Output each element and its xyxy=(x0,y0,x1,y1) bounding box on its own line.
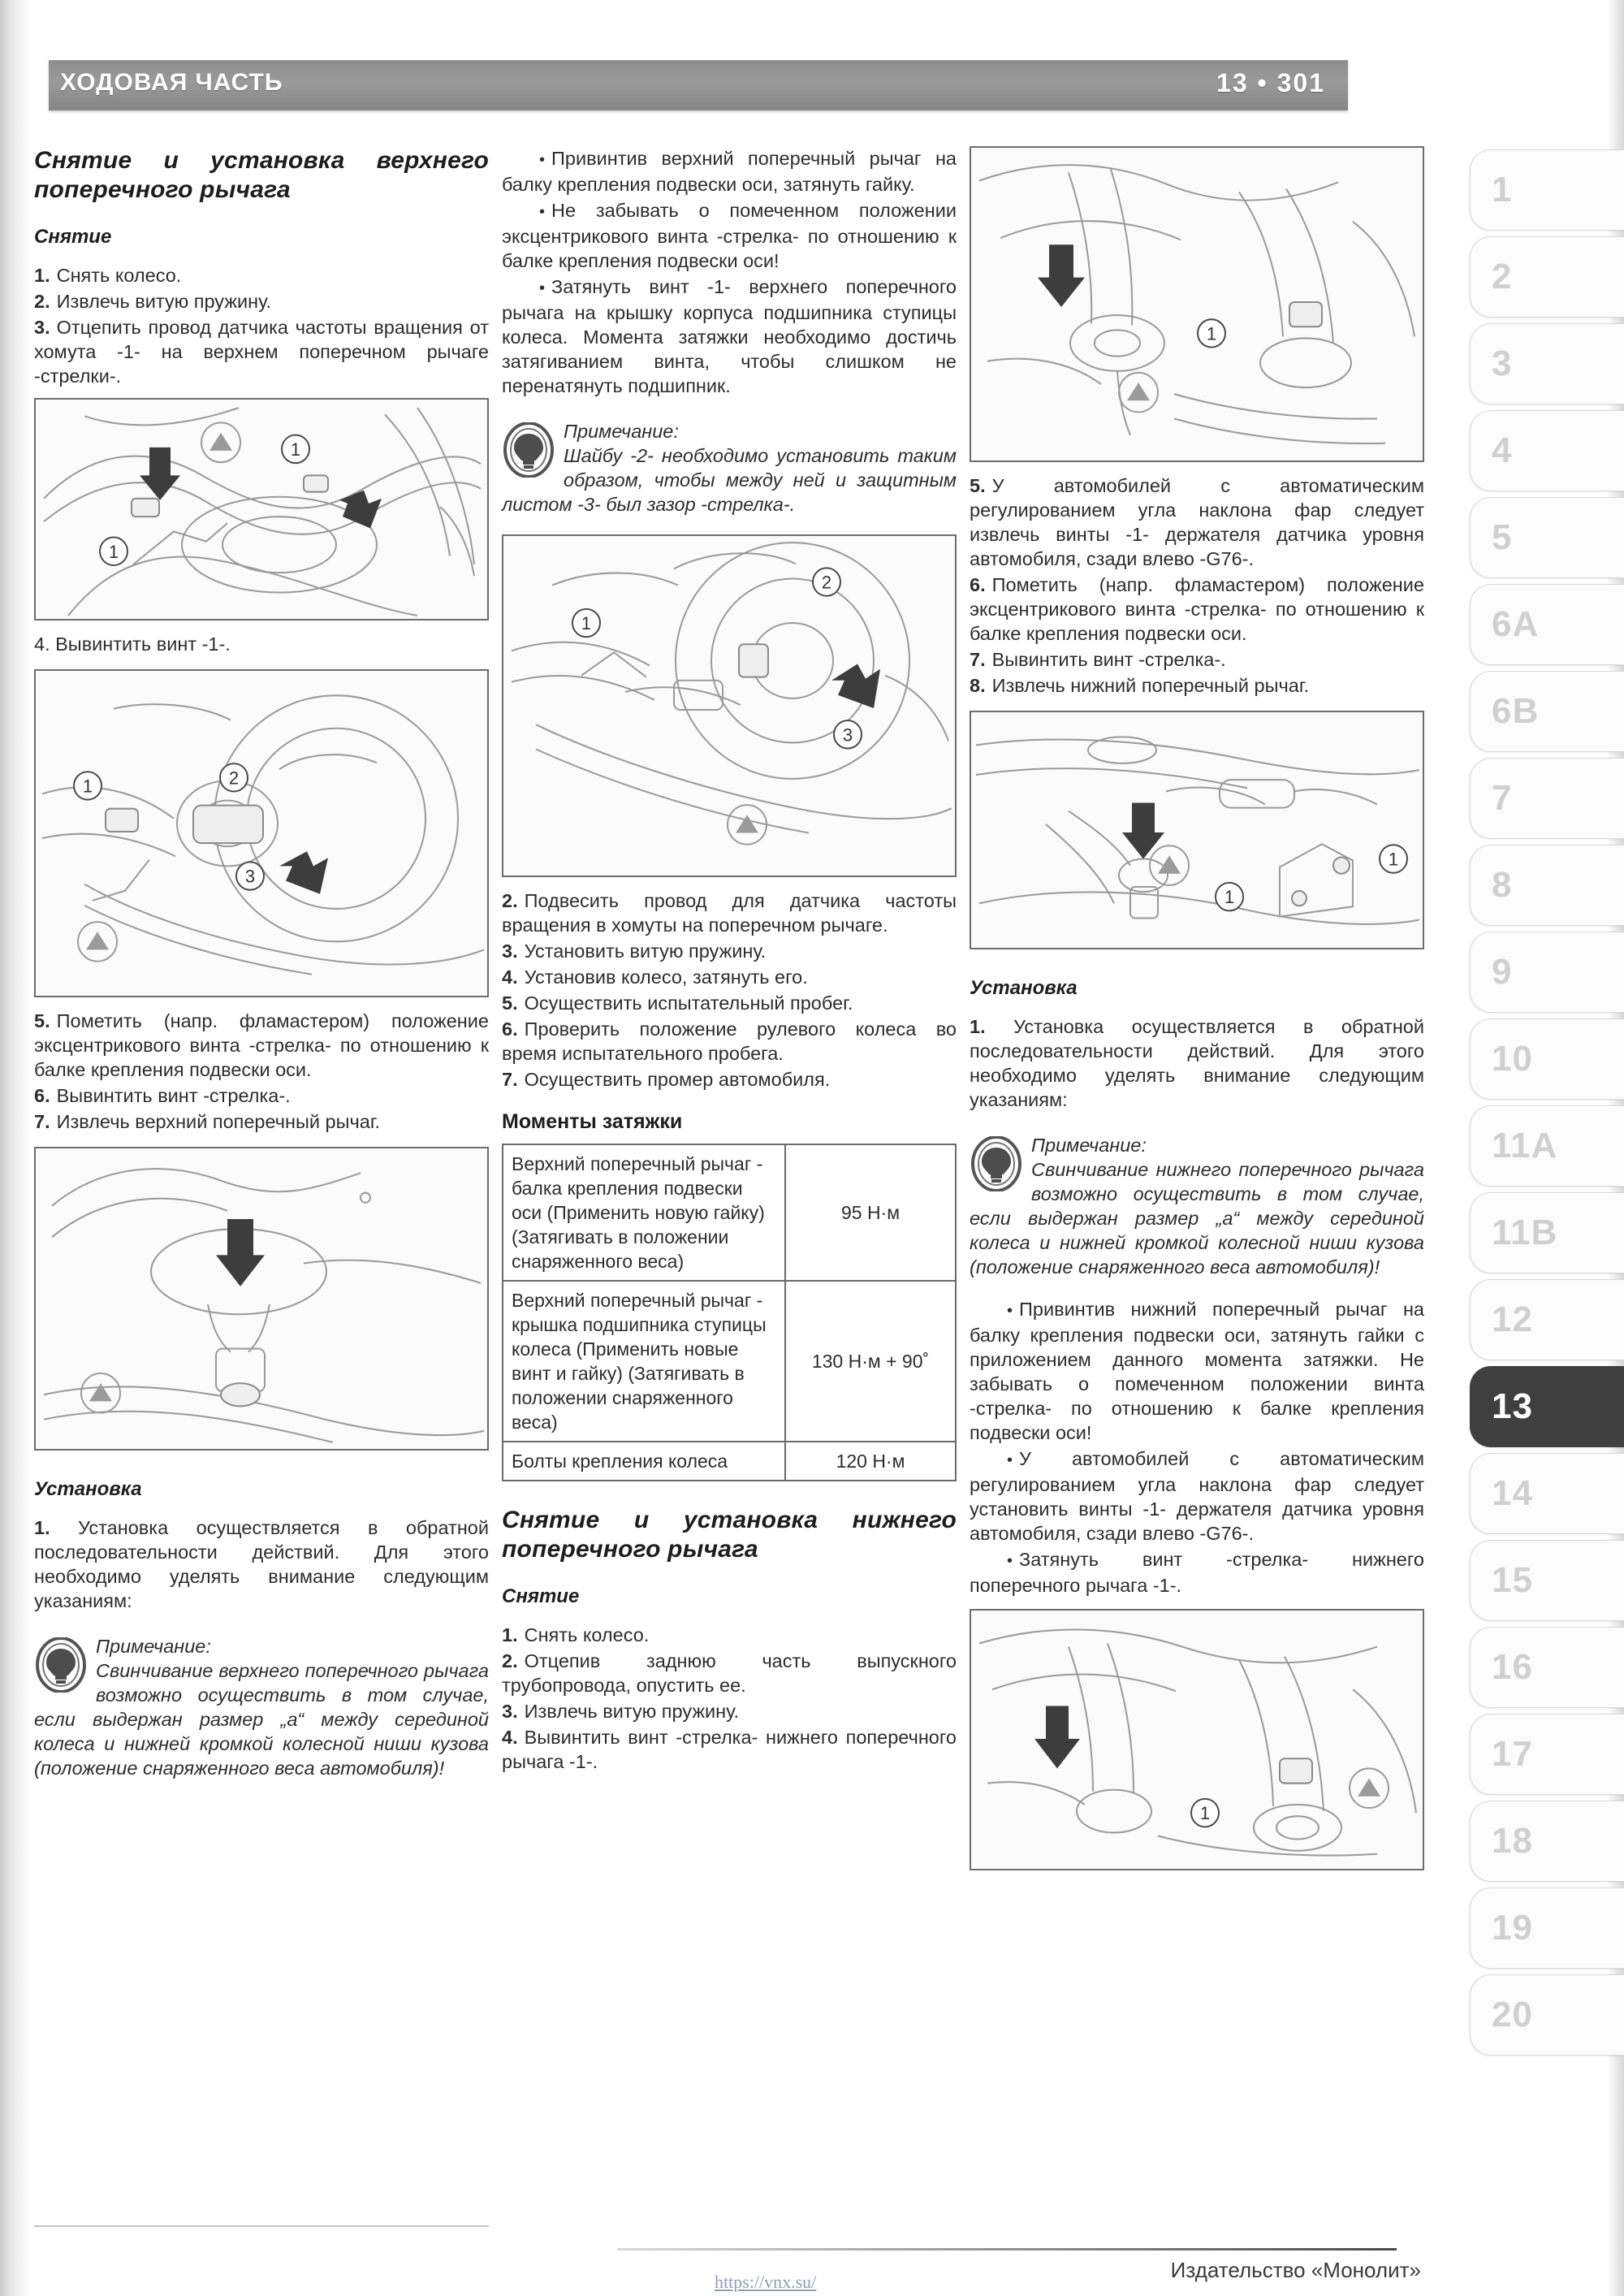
chapter-tab-2[interactable] xyxy=(1470,236,1624,318)
list-item xyxy=(502,991,957,1015)
chapter-tab-18[interactable] xyxy=(1470,1801,1624,1882)
page-header-band xyxy=(49,60,1348,110)
list-item: • Привинтив нижний поперечный рычаг на балку крепления подвески оси, затянуть гайки с приложением данного момента затяжки. Не забывать о помеченном положении винта -стрелка- по отношению к балке крепления подвески оси! xyxy=(970,1297,1424,1445)
step-number: 3. xyxy=(502,1701,518,1722)
chapter-tab-6a[interactable] xyxy=(1470,584,1624,665)
list-item xyxy=(502,939,957,963)
step-text: Извлечь витую пружину. xyxy=(524,1701,740,1722)
steps-removal-lower xyxy=(502,1623,957,1774)
chapter-title: ХОДОВАЯ ЧАСТЬ xyxy=(60,69,283,96)
table-cell-name: Верхний поперечный рычаг - крышка подшипника ступицы колеса (Применить новые винт и гайку) (Затягивать в положении снаряженного веса) xyxy=(503,1281,785,1442)
list-item: • Затянуть винт -стрелка- нижнего поперечного рычага -1-. xyxy=(970,1547,1424,1598)
step-number: 6. xyxy=(34,1085,50,1106)
chapter-tab-label: 7 xyxy=(1492,778,1513,818)
watermark-url: https://vnx.su/ xyxy=(715,2272,817,2292)
step-text: Отцепив заднюю часть выпускного трубопровода, опустить ее. xyxy=(502,1650,957,1696)
step-number: 1. xyxy=(34,1517,50,1538)
step-number: 2. xyxy=(502,1650,518,1671)
step-text: Установка осуществляется в обратной последовательности действий. Для этого необходимо уделять внимание следующим указаниям: xyxy=(970,1016,1424,1110)
chapter-tab-label: 10 xyxy=(1492,1039,1533,1079)
list-item xyxy=(34,315,489,388)
chapter-tab-label: 13 xyxy=(1492,1386,1533,1426)
list-item xyxy=(502,1067,957,1092)
step-text: Снять колесо. xyxy=(56,265,182,286)
chapter-tab-label: 5 xyxy=(1492,517,1513,557)
step-text: Вывинтить винт -стрелка-. xyxy=(991,649,1226,670)
step-number: 7. xyxy=(34,1111,50,1132)
chapter-tab-label: 17 xyxy=(1492,1734,1533,1774)
step-text: Пометить (напр. фламастером) положение эксцентрикового винта -стрелка- по отношению к балке крепления подвески оси. xyxy=(970,574,1424,644)
svg-text:3: 3 xyxy=(842,724,853,746)
lightbulb-icon xyxy=(971,1136,1021,1191)
lightbulb-icon-svg xyxy=(503,422,554,478)
column-2 xyxy=(502,146,957,1775)
list-item xyxy=(34,289,489,313)
list-item xyxy=(502,1649,957,1697)
lightbulb-icon-svg xyxy=(971,1136,1021,1191)
step-text: Подвесить провод для датчика частоты вращения в хомуты на поперечном рычаге. xyxy=(502,890,957,936)
note-upper-arm xyxy=(34,1634,489,1780)
svg-text:1: 1 xyxy=(82,776,93,797)
figure-artwork xyxy=(36,671,487,996)
step-number: 1. xyxy=(970,1016,986,1037)
chapter-tab-17[interactable] xyxy=(1470,1714,1624,1795)
footer-rule xyxy=(617,2248,1397,2251)
list-item xyxy=(34,1109,489,1134)
table-cell-name: Верхний поперечный рычаг - балка крепления подвески оси (Применить новую гайку) (Затягивать в положении снаряженного веса) xyxy=(503,1144,785,1281)
chapter-tab-7[interactable] xyxy=(1470,758,1624,839)
chapter-tab-12[interactable] xyxy=(1470,1279,1624,1360)
svg-text:1: 1 xyxy=(581,613,592,634)
step-text: Снять колесо. xyxy=(524,1624,650,1645)
bullets-install-upper xyxy=(502,146,957,398)
figure-artwork xyxy=(36,400,487,619)
figure-caption-step4: 4. Вывинтить винт -1-. xyxy=(34,633,231,655)
chapter-tab-strip xyxy=(1470,149,1624,2061)
column-3 xyxy=(970,146,1424,1882)
step-text: У автомобилей с автоматическим регулированием угла наклона фар следует извлечь винты -1- держателя датчика уровня автомобиля, сзади влево -G76-. xyxy=(970,475,1424,569)
chapter-tab-label: 18 xyxy=(1492,1821,1533,1861)
chapter-tab-label: 3 xyxy=(1492,344,1513,383)
svg-text:1: 1 xyxy=(290,439,301,460)
chapter-tab-label: 15 xyxy=(1492,1560,1533,1600)
publisher-label: Издательство «Монолит» xyxy=(1170,2258,1421,2282)
lightbulb-icon xyxy=(36,1637,86,1693)
chapter-tab-label: 8 xyxy=(1492,865,1513,905)
list-item xyxy=(502,1017,957,1066)
list-item xyxy=(970,573,1424,646)
table-row xyxy=(503,1281,956,1442)
figure-artwork xyxy=(971,1611,1423,1869)
chapter-tab-label: 6A xyxy=(1492,604,1540,644)
chapter-tab-11a[interactable] xyxy=(1470,1105,1624,1187)
figure-washer-shield xyxy=(502,534,957,877)
chapter-tab-label: 4 xyxy=(1492,430,1513,470)
step-text: Вывинтить винт -стрелка-. xyxy=(56,1085,291,1106)
chapter-tab-1[interactable] xyxy=(1470,149,1624,231)
step-number: 4. xyxy=(502,966,518,988)
step-number: 3. xyxy=(34,317,50,338)
chapter-tab-19[interactable] xyxy=(1470,1887,1624,1969)
table-cell-value: 95 Н·м xyxy=(785,1144,956,1281)
column-1 xyxy=(34,146,489,1798)
svg-text:2: 2 xyxy=(821,572,832,593)
step-text: Осуществить промер автомобиля. xyxy=(524,1069,831,1090)
chapter-tab-3[interactable] xyxy=(1470,323,1624,404)
list-item: • Привинтив верхний поперечный рычаг на балку крепления подвески оси, затянуть гайку. xyxy=(502,146,957,197)
chapter-tab-10[interactable] xyxy=(1470,1018,1624,1100)
step-number: 1. xyxy=(502,1624,518,1645)
heading-install-upper: Установка xyxy=(34,1478,142,1500)
section-title-lower-arm: Снятие и установка нижнего поперечного рычага xyxy=(502,1507,957,1563)
figure-lower-arm-tighten xyxy=(970,1609,1424,1870)
step-number: 2. xyxy=(34,291,50,312)
chapter-tab-11b[interactable] xyxy=(1470,1192,1624,1273)
list-item: • У автомобилей с автоматическим регулированием угла наклона фар следует установить винты -1- держателя датчика уровня автомобиля, сзади влево -G76-. xyxy=(970,1446,1424,1546)
steps-install-upper xyxy=(502,889,957,1092)
figure-artwork xyxy=(971,148,1423,460)
figure-upper-arm-sensor-clamp xyxy=(34,398,489,620)
step-number: 1. xyxy=(34,265,50,286)
step-text: Вывинтить винт -стрелка- нижнего поперечного рычага -1-. xyxy=(502,1727,957,1772)
page-number: 13 • 301 xyxy=(1216,68,1325,97)
table-row xyxy=(503,1144,956,1281)
list-item xyxy=(502,889,957,937)
steps-removal-lower-cont xyxy=(970,473,1424,698)
chapter-tab-20[interactable] xyxy=(1470,1974,1624,2056)
note-label: Примечание: xyxy=(96,1636,211,1657)
note-lower-arm xyxy=(970,1133,1424,1279)
note-label: Примечание: xyxy=(564,421,679,442)
chapter-tab-label: 11A xyxy=(1492,1126,1558,1165)
step-text: Осуществить испытательный пробег. xyxy=(524,992,853,1014)
step-text: Установив колесо, затянуть его. xyxy=(524,966,808,988)
list-item xyxy=(970,673,1424,698)
step-number: 8. xyxy=(970,675,986,696)
table-row xyxy=(503,1442,956,1481)
chapter-tab-14[interactable] xyxy=(1470,1453,1624,1534)
chapter-tab-label: 19 xyxy=(1492,1908,1533,1948)
step-text: Установить витую пружину. xyxy=(524,940,767,962)
chapter-tab-label: 1 xyxy=(1492,170,1513,210)
svg-text:1: 1 xyxy=(1199,1803,1211,1824)
note-label: Примечание: xyxy=(1031,1135,1147,1156)
list-item xyxy=(34,1009,489,1082)
chapter-tab-16[interactable] xyxy=(1470,1627,1624,1708)
chapter-tab-9[interactable] xyxy=(1470,932,1624,1013)
heading-install-lower: Установка xyxy=(970,977,1078,999)
note-washer xyxy=(502,419,957,517)
step-text: Установка осуществляется в обратной последовательности действий. Для этого необходимо уделять внимание следующим указаниям: xyxy=(34,1517,489,1611)
figure-artwork xyxy=(971,712,1423,948)
figure-artwork xyxy=(36,1148,487,1449)
chapter-tab-4[interactable] xyxy=(1470,410,1624,491)
step-number: 5. xyxy=(34,1010,50,1031)
step-number: 2. xyxy=(502,890,518,911)
heading-removal-lower: Снятие xyxy=(502,1585,580,1607)
step-text: Извлечь верхний поперечный рычаг. xyxy=(56,1111,381,1132)
step-number: 3. xyxy=(502,940,518,962)
chapter-tab-13-active[interactable] xyxy=(1470,1366,1624,1447)
step-number: 5. xyxy=(970,475,986,496)
list-item xyxy=(34,1083,489,1108)
table-cell-value: 120 Н·м xyxy=(785,1442,956,1481)
list-item xyxy=(970,647,1424,672)
list-item: • Не забывать о помеченном положении эксцентрикового винта -стрелка- по отношению к балке крепления подвески оси! xyxy=(502,198,957,273)
list-item xyxy=(502,1725,957,1774)
step-number: 4. xyxy=(502,1727,518,1748)
step-number: 7. xyxy=(970,649,986,670)
step-number: 6. xyxy=(502,1018,518,1040)
table-cell-value: 130 Н·м + 90˚ xyxy=(785,1281,956,1442)
list-item xyxy=(34,263,489,288)
step-text: Проверить положение рулевого колеса во время испытательного пробега. xyxy=(502,1018,957,1064)
column-1-bottom-rule xyxy=(34,2225,489,2227)
steps-removal-upper-cont xyxy=(34,1009,489,1134)
chapter-tab-label: 11B xyxy=(1492,1213,1558,1252)
note-text: Свинчивание верхнего поперечного рычага возможно осуществить в том случае, если выдержан размер „а“ между серединой колеса и нижней кромкой колесной ниши кузова (положение снаряженного веса автомобиля)! xyxy=(34,1660,489,1779)
chapter-tab-label: 16 xyxy=(1492,1647,1533,1687)
lightbulb-icon-svg xyxy=(36,1637,86,1693)
figure-lower-arm-screw xyxy=(970,146,1424,462)
step-text: Извлечь витую пружину. xyxy=(56,291,272,312)
chapter-tab-label: 12 xyxy=(1492,1299,1533,1339)
torque-table xyxy=(502,1144,957,1481)
figure-level-sensor-bracket xyxy=(970,711,1424,949)
chapter-tab-label: 14 xyxy=(1492,1473,1533,1513)
note-text: Свинчивание нижнего поперечного рычага возможно осуществить в том случае, если выдержан размер „а“ между серединой колеса и нижней кромкой колесной ниши кузова (положение снаряженного веса автомобиля)! xyxy=(970,1159,1424,1278)
svg-text:1: 1 xyxy=(1206,323,1217,344)
install-step-1 xyxy=(34,1516,489,1613)
list-item: • Затянуть винт -1- верхнего поперечного рычага на крышку корпуса подшипника ступицы колеса. Момента затяжки необходимо достичь затягиванием винта, чтобы слишком не перенатянуть подшипник. xyxy=(502,275,957,398)
step-number: 7. xyxy=(502,1069,518,1090)
step-number: 5. xyxy=(502,992,518,1014)
svg-text:2: 2 xyxy=(228,767,240,789)
heading-removal-upper: Снятие xyxy=(34,226,112,248)
figure-upper-arm-bearing-cover xyxy=(34,669,489,997)
chapter-tab-label: 2 xyxy=(1492,257,1513,296)
step-text: Извлечь нижний поперечный рычаг. xyxy=(991,675,1310,696)
note-text: Шайбу -2- необходимо установить таким образом, чтобы между ней и защитным листом -3- был зазор -стрелка-. xyxy=(502,445,957,515)
chapter-tab-label: 9 xyxy=(1492,952,1513,992)
chapter-tab-15[interactable] xyxy=(1470,1540,1624,1621)
lightbulb-icon xyxy=(503,422,554,478)
chapter-tab-6b[interactable] xyxy=(1470,671,1624,752)
svg-text:1: 1 xyxy=(1388,849,1399,870)
chapter-tab-label: 6B xyxy=(1492,691,1540,731)
chapter-tab-5[interactable] xyxy=(1470,497,1624,578)
list-item xyxy=(502,1699,957,1723)
step-number: 6. xyxy=(970,574,986,595)
table-cell-name: Болты крепления колеса xyxy=(503,1442,785,1481)
bullets-install-lower xyxy=(970,1297,1424,1598)
chapter-tab-label: 20 xyxy=(1492,1995,1533,2034)
torque-table-title: Моменты затяжки xyxy=(502,1110,683,1133)
svg-text:1: 1 xyxy=(1224,887,1235,908)
install-step-1-lower xyxy=(970,1014,1424,1112)
step-text: Отцепить провод датчика частоты вращения от хомута -1- на верхнем поперечном рычаге -стрелки-. xyxy=(34,317,489,387)
section-title-upper-arm: Снятие и установка верхнего поперечного рычага xyxy=(34,147,489,203)
steps-removal-upper xyxy=(34,263,489,388)
chapter-tab-8[interactable] xyxy=(1470,845,1624,926)
figure-artwork xyxy=(503,536,955,876)
list-item xyxy=(502,965,957,989)
svg-text:1: 1 xyxy=(108,541,119,562)
list-item xyxy=(970,473,1424,571)
svg-text:3: 3 xyxy=(244,866,256,887)
page-left-edge-shadow xyxy=(0,0,28,2296)
figure-upper-arm-eccentric-bolt xyxy=(34,1147,489,1451)
list-item xyxy=(502,1623,957,1647)
step-text: Пометить (напр. фламастером) положение эксцентрикового винта -стрелка- по отношению к балке крепления подвески оси. xyxy=(34,1010,489,1080)
